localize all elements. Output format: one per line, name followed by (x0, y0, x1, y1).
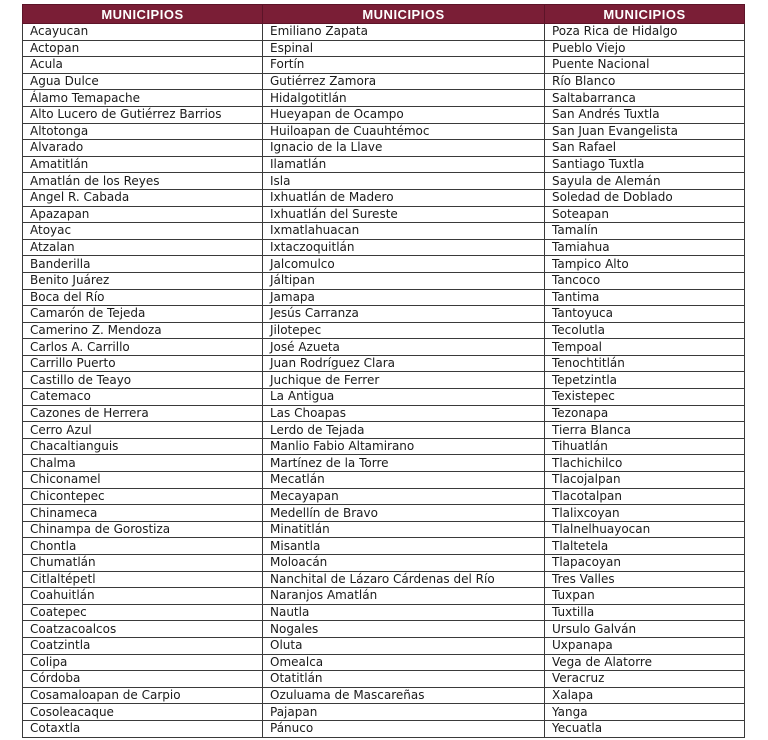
table-row (23, 422, 745, 439)
municipio-cell: Castillo de Teayo (23, 372, 263, 389)
municipio-cell: Ixhuatlán de Madero (263, 189, 545, 206)
municipio-cell: Chiconamel (23, 472, 263, 489)
municipio-cell: Cerro Azul (23, 422, 263, 439)
municipios-table-container (22, 4, 744, 738)
table-row (23, 272, 745, 289)
table-row (23, 687, 745, 704)
table-row (23, 555, 745, 572)
municipio-cell: Ixhuatlán del Sureste (263, 206, 545, 223)
municipio-cell: Gutiérrez Zamora (263, 73, 545, 90)
table-row (23, 505, 745, 522)
municipio-cell: Tantima (545, 289, 745, 306)
column-header-2: MUNICIPIOS (263, 5, 545, 24)
municipio-cell: Boca del Río (23, 289, 263, 306)
municipios-table (22, 4, 745, 738)
table-row (23, 654, 745, 671)
municipio-cell: Alto Lucero de Gutiérrez Barrios (23, 106, 263, 123)
municipio-cell: Tamalín (545, 223, 745, 240)
municipio-cell: Jáltipan (263, 272, 545, 289)
municipio-cell: Tlachichilco (545, 455, 745, 472)
table-row (23, 671, 745, 688)
municipio-cell: Soledad de Doblado (545, 189, 745, 206)
municipio-cell: Cosamaloapan de Carpio (23, 687, 263, 704)
municipio-cell: Córdoba (23, 671, 263, 688)
municipio-cell: Ignacio de la Llave (263, 140, 545, 157)
table-row (23, 704, 745, 721)
table-row (23, 637, 745, 654)
municipio-cell: Chinampa de Gorostiza (23, 521, 263, 538)
municipio-cell: Poza Rica de Hidalgo (545, 24, 745, 41)
table-row (23, 339, 745, 356)
municipio-cell: Alvarado (23, 140, 263, 157)
table-row (23, 40, 745, 57)
table-row (23, 521, 745, 538)
municipio-cell: San Juan Evangelista (545, 123, 745, 140)
municipio-cell: Tantoyuca (545, 306, 745, 323)
municipio-cell: Manlio Fabio Altamirano (263, 438, 545, 455)
municipio-cell: Tlaltetela (545, 538, 745, 555)
table-row (23, 322, 745, 339)
municipio-cell: José Azueta (263, 339, 545, 356)
municipio-cell: Carlos A. Carrillo (23, 339, 263, 356)
municipio-cell: Jesús Carranza (263, 306, 545, 323)
municipio-cell: Saltabarranca (545, 90, 745, 107)
municipio-cell: Colipa (23, 654, 263, 671)
municipio-cell: Altotonga (23, 123, 263, 140)
municipio-cell: Tezonapa (545, 405, 745, 422)
table-row (23, 239, 745, 256)
municipio-cell: Las Choapas (263, 405, 545, 422)
municipio-cell: Camerino Z. Mendoza (23, 322, 263, 339)
municipio-cell: San Rafael (545, 140, 745, 157)
municipio-cell: Amatlán de los Reyes (23, 173, 263, 190)
municipio-cell: Agua Dulce (23, 73, 263, 90)
table-row (23, 223, 745, 240)
municipio-cell: Jamapa (263, 289, 545, 306)
municipio-cell: Banderilla (23, 256, 263, 273)
municipio-cell: Río Blanco (545, 73, 745, 90)
table-body (23, 24, 745, 738)
municipio-cell: Nanchital de Lázaro Cárdenas del Río (263, 571, 545, 588)
table-row (23, 488, 745, 505)
municipio-cell: Xalapa (545, 687, 745, 704)
municipio-cell: Emiliano Zapata (263, 24, 545, 41)
municipio-cell: Coatzacoalcos (23, 621, 263, 638)
table-row (23, 588, 745, 605)
municipio-cell: Nautla (263, 604, 545, 621)
municipio-cell: Soteapan (545, 206, 745, 223)
municipio-cell: Sayula de Alemán (545, 173, 745, 190)
municipio-cell: Tecolutla (545, 322, 745, 339)
table-row (23, 355, 745, 372)
municipio-cell: Pueblo Viejo (545, 40, 745, 57)
municipio-cell: Mecayapan (263, 488, 545, 505)
table-row (23, 256, 745, 273)
municipio-cell: Hidalgotitlán (263, 90, 545, 107)
municipio-cell: Uxpanapa (545, 637, 745, 654)
municipio-cell: Texistepec (545, 389, 745, 406)
table-row (23, 405, 745, 422)
municipio-cell: Jalcomulco (263, 256, 545, 273)
municipio-cell: Carrillo Puerto (23, 355, 263, 372)
table-row (23, 156, 745, 173)
municipio-cell: Puente Nacional (545, 57, 745, 74)
header-row (23, 5, 745, 24)
table-row (23, 173, 745, 190)
municipio-cell: Tamiahua (545, 239, 745, 256)
municipio-cell: Ixmatlahuacan (263, 223, 545, 240)
municipio-cell: Tampico Alto (545, 256, 745, 273)
municipio-cell: Tlacojalpan (545, 472, 745, 489)
municipio-cell: Tres Valles (545, 571, 745, 588)
municipio-cell: Tepetzintla (545, 372, 745, 389)
municipio-cell: Coatepec (23, 604, 263, 621)
municipio-cell: Misantla (263, 538, 545, 555)
table-row (23, 106, 745, 123)
municipio-cell: Veracruz (545, 671, 745, 688)
municipio-cell: Omealca (263, 654, 545, 671)
table-row (23, 24, 745, 41)
municipio-cell: Naranjos Amatlán (263, 588, 545, 605)
municipio-cell: Amatitlán (23, 156, 263, 173)
municipio-cell: Ozuluama de Mascareñas (263, 687, 545, 704)
municipio-cell: Tlalixcoyan (545, 505, 745, 522)
table-row (23, 73, 745, 90)
municipio-cell: Apazapan (23, 206, 263, 223)
table-row (23, 372, 745, 389)
municipio-cell: Tancoco (545, 272, 745, 289)
municipio-cell: Acula (23, 57, 263, 74)
municipio-cell: Chacaltianguis (23, 438, 263, 455)
municipio-cell: Yanga (545, 704, 745, 721)
municipio-cell: Citlaltépetl (23, 571, 263, 588)
column-header-3: MUNICIPIOS (545, 5, 745, 24)
municipio-cell: Juchique de Ferrer (263, 372, 545, 389)
municipio-cell: Nogales (263, 621, 545, 638)
table-row (23, 455, 745, 472)
municipio-cell: Álamo Temapache (23, 90, 263, 107)
municipio-cell: Vega de Alatorre (545, 654, 745, 671)
municipio-cell: Minatitlán (263, 521, 545, 538)
municipio-cell: Chicontepec (23, 488, 263, 505)
municipio-cell: Isla (263, 173, 545, 190)
municipio-cell: Yecuatla (545, 720, 745, 737)
municipio-cell: Moloacán (263, 555, 545, 572)
municipio-cell: Atzalan (23, 239, 263, 256)
municipio-cell: Tlacotalpan (545, 488, 745, 505)
municipio-cell: Chalma (23, 455, 263, 472)
municipio-cell: Angel R. Cabada (23, 189, 263, 206)
municipio-cell: Chumatlán (23, 555, 263, 572)
municipio-cell: Jilotepec (263, 322, 545, 339)
municipio-cell: Coatzintla (23, 637, 263, 654)
table-row (23, 538, 745, 555)
table-row (23, 189, 745, 206)
municipio-cell: Coahuitlán (23, 588, 263, 605)
municipio-cell: Benito Juárez (23, 272, 263, 289)
municipio-cell: Santiago Tuxtla (545, 156, 745, 173)
municipio-cell: Cazones de Herrera (23, 405, 263, 422)
table-row (23, 306, 745, 323)
municipio-cell: Juan Rodríguez Clara (263, 355, 545, 372)
municipio-cell: Oluta (263, 637, 545, 654)
municipio-cell: Acayucan (23, 24, 263, 41)
municipio-cell: Ixtaczoquitlán (263, 239, 545, 256)
municipio-cell: Tihuatlán (545, 438, 745, 455)
municipio-cell: Cotaxtla (23, 720, 263, 737)
municipio-cell: Ilamatlán (263, 156, 545, 173)
table-row (23, 57, 745, 74)
table-row (23, 720, 745, 737)
table-row (23, 90, 745, 107)
municipio-cell: Actopan (23, 40, 263, 57)
table-row (23, 438, 745, 455)
municipio-cell: Pajapan (263, 704, 545, 721)
municipio-cell: Otatitlán (263, 671, 545, 688)
municipio-cell: Medellín de Bravo (263, 505, 545, 522)
municipio-cell: Cosoleacaque (23, 704, 263, 721)
table-row (23, 571, 745, 588)
table-row (23, 123, 745, 140)
municipio-cell: Tuxpan (545, 588, 745, 605)
municipio-cell: Huiloapan de Cuauhtémoc (263, 123, 545, 140)
municipio-cell: Hueyapan de Ocampo (263, 106, 545, 123)
table-row (23, 472, 745, 489)
municipio-cell: Ursulo Galván (545, 621, 745, 638)
table-row (23, 621, 745, 638)
table-row (23, 604, 745, 621)
municipio-cell: Chinameca (23, 505, 263, 522)
municipio-cell: Tuxtilla (545, 604, 745, 621)
municipio-cell: Camarón de Tejeda (23, 306, 263, 323)
municipio-cell: Espinal (263, 40, 545, 57)
table-row (23, 140, 745, 157)
municipio-cell: Tenochtitlán (545, 355, 745, 372)
municipio-cell: Martínez de la Torre (263, 455, 545, 472)
municipio-cell: San Andrés Tuxtla (545, 106, 745, 123)
municipio-cell: Fortín (263, 57, 545, 74)
municipio-cell: Lerdo de Tejada (263, 422, 545, 439)
municipio-cell: Tlalnelhuayocan (545, 521, 745, 538)
municipio-cell: Catemaco (23, 389, 263, 406)
municipio-cell: La Antigua (263, 389, 545, 406)
municipio-cell: Chontla (23, 538, 263, 555)
municipio-cell: Pánuco (263, 720, 545, 737)
table-row (23, 206, 745, 223)
municipio-cell: Tlapacoyan (545, 555, 745, 572)
table-row (23, 289, 745, 306)
municipio-cell: Atoyac (23, 223, 263, 240)
table-row (23, 389, 745, 406)
municipio-cell: Tierra Blanca (545, 422, 745, 439)
municipio-cell: Tempoal (545, 339, 745, 356)
municipio-cell: Mecatlán (263, 472, 545, 489)
column-header-1: MUNICIPIOS (23, 5, 263, 24)
